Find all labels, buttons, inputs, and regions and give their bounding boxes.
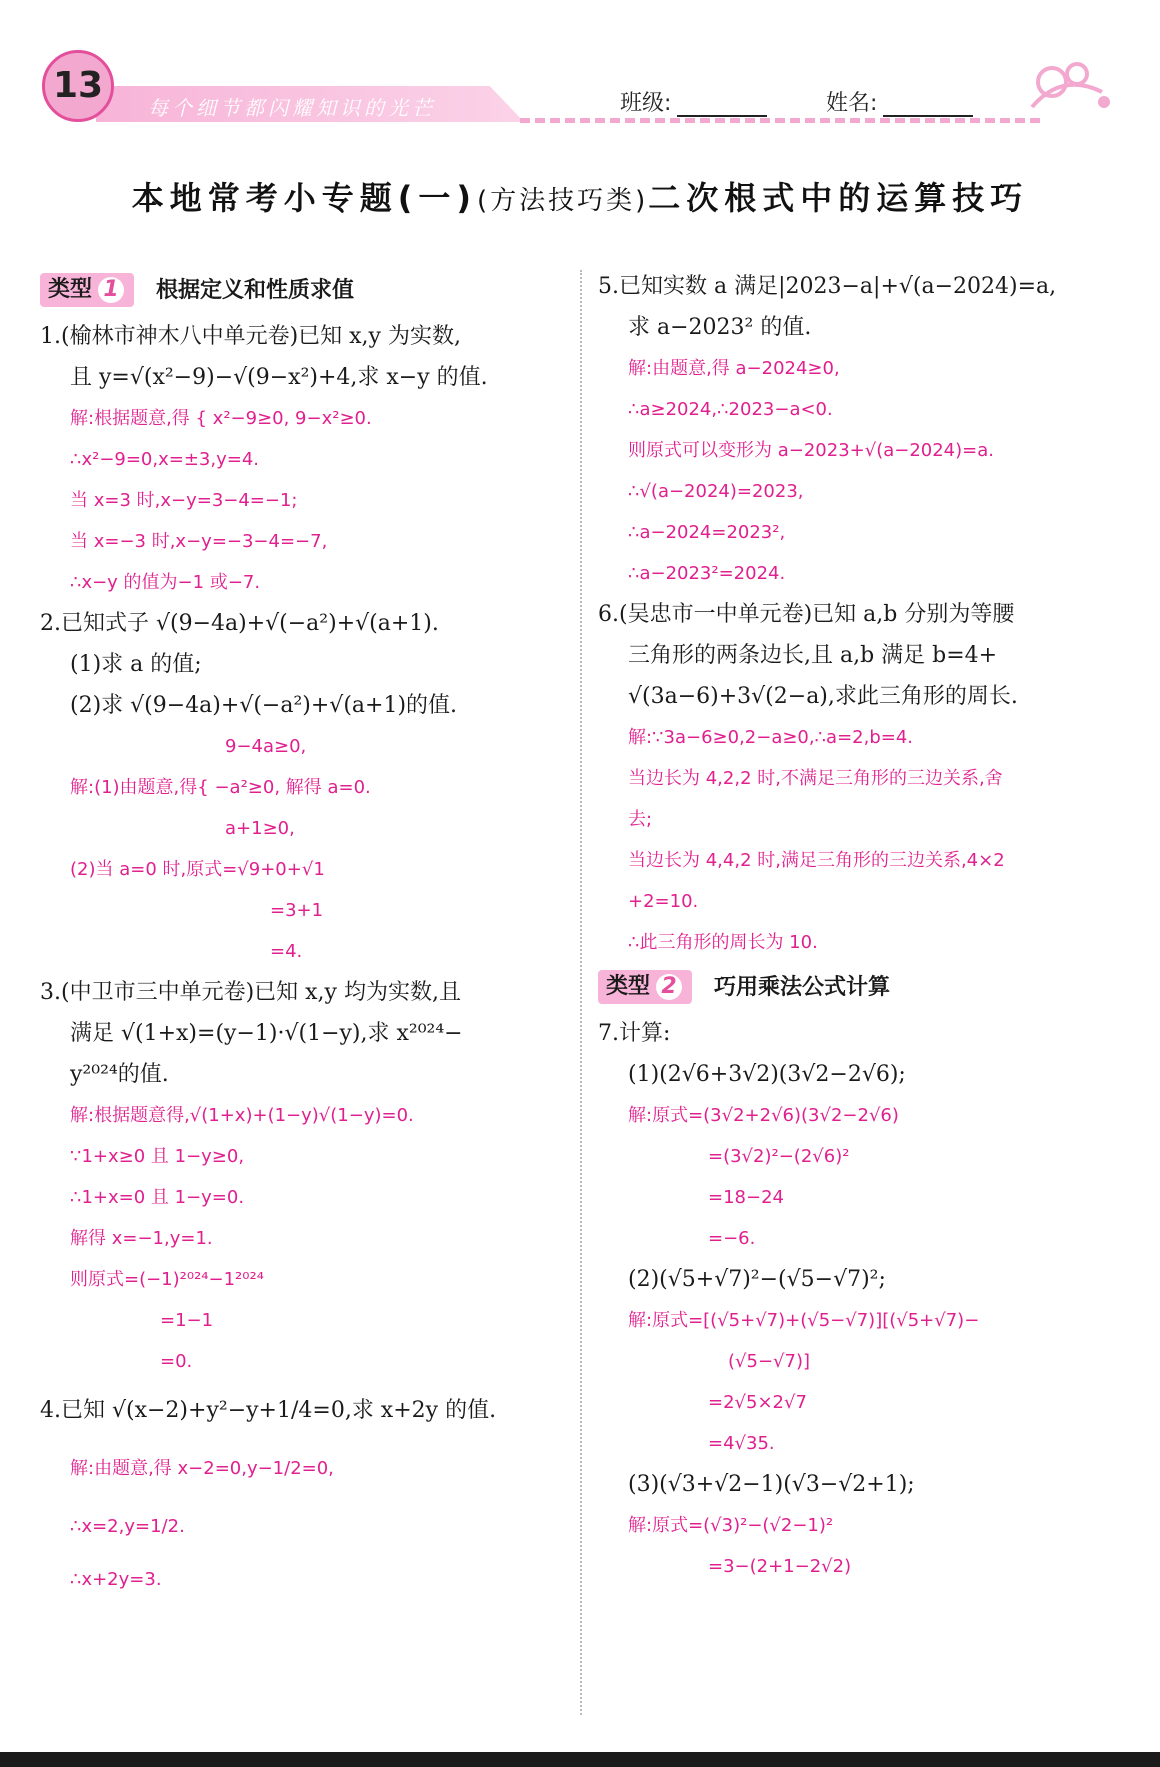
page-title: [0, 173, 1160, 219]
right-column: [598, 266, 1130, 1587]
a2-line-2: (2)当 a=0 时,原式=√9+0+√1: [70, 859, 325, 880]
type-label: 类型: [606, 974, 651, 999]
a7-2-line-4: =4√35.: [708, 1433, 775, 1454]
a6-line-6: ∴此三角形的周长为 10.: [628, 932, 818, 953]
q1-line-1: 1.(榆林市神木八中单元卷)已知 x,y 为实数,: [40, 324, 461, 349]
a5-line-4: ∴√(a−2024)=2023,: [628, 481, 804, 502]
a7-1-line-1: 解:原式=(3√2+2√6)(3√2−2√6): [628, 1105, 899, 1126]
a2-line-3: =3+1: [270, 900, 324, 921]
a7-2-line-1: 解:原式=[(√5+√7)+(√5−√7)][(√5+√7)−: [628, 1310, 980, 1331]
a3-line-6: =1−1: [160, 1310, 214, 1331]
a3-line-1: 解:根据题意得,√(1+x)+(1−y)√(1−y)=0.: [70, 1105, 414, 1126]
a1-line-1: 解:根据题意,得 { x²−9≥0, 9−x²≥0.: [70, 408, 372, 429]
type-2-title: 巧用乘法公式计算: [714, 974, 891, 1000]
q7-part-1: (1)(2√6+3√2)(3√2−2√6);: [628, 1062, 906, 1087]
q3-line-2: 满足 √(1+x)=(y−1)·√(1−y),求 x²⁰²⁴−: [70, 1021, 463, 1046]
a1-line-3: 当 x=3 时,x−y=3−4=−1;: [70, 490, 298, 511]
type-2-badge: [598, 970, 692, 1004]
banner-slogan: 每个细节都闪耀知识的光芒: [148, 96, 436, 120]
a2-case-3: a+1≥0,: [225, 818, 295, 839]
a6-line-5: +2=10.: [628, 891, 699, 912]
a3-line-3: ∴1+x=0 且 1−y=0.: [70, 1187, 245, 1208]
a7-2-line-2: (√5−√7)]: [728, 1351, 810, 1372]
a5-line-3: 则原式可以变形为 a−2023+√(a−2024)=a.: [628, 440, 994, 461]
q2-part-1: (1)求 a 的值;: [70, 652, 202, 677]
a7-2-line-3: =2√5×2√7: [708, 1392, 807, 1413]
q6-line-2: 三角形的两条边长,且 a,b 满足 b=4+: [628, 643, 998, 668]
flower-ornament-icon: [1022, 52, 1122, 122]
a5-line-1: 解:由题意,得 a−2024≥0,: [628, 358, 840, 379]
q3-line-3: y²⁰²⁴的值.: [70, 1062, 169, 1087]
name-field: [826, 86, 973, 117]
name-label: 姓名:: [826, 91, 878, 116]
q2-line-1: 2.已知式子 √(9−4a)+√(−a²)+√(a+1).: [40, 611, 439, 636]
a6-line-3: 去;: [628, 809, 653, 830]
a7-1-line-2: =(3√2)²−(2√6)²: [708, 1146, 850, 1167]
a2-line-1: 解:(1)由题意,得{ −a²≥0, 解得 a=0.: [70, 777, 371, 798]
bottom-edge-bar: [0, 1752, 1160, 1767]
class-label: 班级:: [620, 91, 672, 116]
q7-part-2: (2)(√5+√7)²−(√5−√7)²;: [628, 1267, 886, 1292]
class-field: [620, 86, 767, 117]
q6-line-1: 6.(吴忠市一中单元卷)已知 a,b 分别为等腰: [598, 602, 1015, 627]
a4-line-3: ∴x+2y=3.: [70, 1569, 162, 1590]
a2-line-4: =4.: [270, 941, 303, 962]
title-sub: (方法技巧类): [476, 186, 649, 216]
a3-line-2: ∵1+x≥0 且 1−y≥0,: [70, 1146, 245, 1167]
a5-line-6: ∴a−2023²=2024.: [628, 563, 786, 584]
q5-line-2: 求 a−2023² 的值.: [628, 315, 812, 340]
a3-line-5: 则原式=(−1)²⁰²⁴−1²⁰²⁴: [70, 1269, 264, 1290]
a6-line-4: 当边长为 4,4,2 时,满足三角形的三边关系,4×2: [628, 850, 1005, 871]
title-part-a: 本地常考小专题(一): [131, 179, 477, 217]
q7-line-1: 7.计算:: [598, 1021, 671, 1046]
a7-3-line-2: =3−(2+1−2√2): [708, 1556, 852, 1577]
q3-line-1: 3.(中卫市三中单元卷)已知 x,y 均为实数,且: [40, 980, 461, 1005]
a1-line-4: 当 x=−3 时,x−y=−3−4=−7,: [70, 531, 328, 552]
q7-part-3: (3)(√3+√2−1)(√3−√2+1);: [628, 1472, 915, 1497]
title-part-b: 二次根式中的运算技巧: [648, 179, 1029, 217]
header-dashed-line: [520, 118, 1040, 123]
name-blank: [883, 95, 973, 117]
q6-line-3: √(3a−6)+3√(2−a),求此三角形的周长.: [628, 684, 1018, 709]
column-divider: [580, 270, 582, 1715]
a1-line-2: ∴x²−9=0,x=±3,y=4.: [70, 449, 260, 470]
a3-line-7: =0.: [160, 1351, 193, 1372]
a3-line-4: 解得 x=−1,y=1.: [70, 1228, 213, 1249]
a2-case-1: 9−4a≥0,: [225, 736, 307, 757]
a6-line-1: 解:∵3a−6≥0,2−a≥0,∴a=2,b=4.: [628, 727, 914, 748]
a4-line-1: 解:由题意,得 x−2=0,y−1/2=0,: [70, 1458, 334, 1479]
a4-line-2: ∴x=2,y=1/2.: [70, 1516, 185, 1537]
type-1-title: 根据定义和性质求值: [156, 277, 355, 303]
a6-line-2: 当边长为 4,2,2 时,不满足三角形的三边关系,舍: [628, 768, 1003, 789]
a7-3-line-1: 解:原式=(√3)²−(√2−1)²: [628, 1515, 834, 1536]
a5-line-2: ∴a≥2024,∴2023−a<0.: [628, 399, 833, 420]
type-number: 1: [98, 277, 124, 303]
type-1-header: [40, 268, 570, 312]
q2-part-2: (2)求 √(9−4a)+√(−a²)+√(a+1)的值.: [70, 693, 458, 718]
class-blank: [677, 95, 767, 117]
a1-line-5: ∴x−y 的值为−1 或−7.: [70, 572, 261, 593]
type-1-badge: [40, 273, 134, 307]
q5-line-1: 5.已知实数 a 满足|2023−a|+√(a−2024)=a,: [598, 274, 1057, 299]
q1-line-2: 且 y=√(x²−9)−√(9−x²)+4,求 x−y 的值.: [70, 365, 488, 390]
left-column: [40, 266, 570, 1604]
q4-line-1: 4.已知 √(x−2)+y²−y+1/4=0,求 x+2y 的值.: [40, 1398, 497, 1423]
a5-line-5: ∴a−2024=2023²,: [628, 522, 786, 543]
a7-1-line-3: =18−24: [708, 1187, 784, 1208]
type-number: 2: [656, 974, 682, 1000]
a7-1-line-4: =−6.: [708, 1228, 756, 1249]
type-2-header: [598, 965, 1130, 1009]
type-label: 类型: [48, 277, 93, 302]
page-number: 13: [42, 50, 114, 122]
